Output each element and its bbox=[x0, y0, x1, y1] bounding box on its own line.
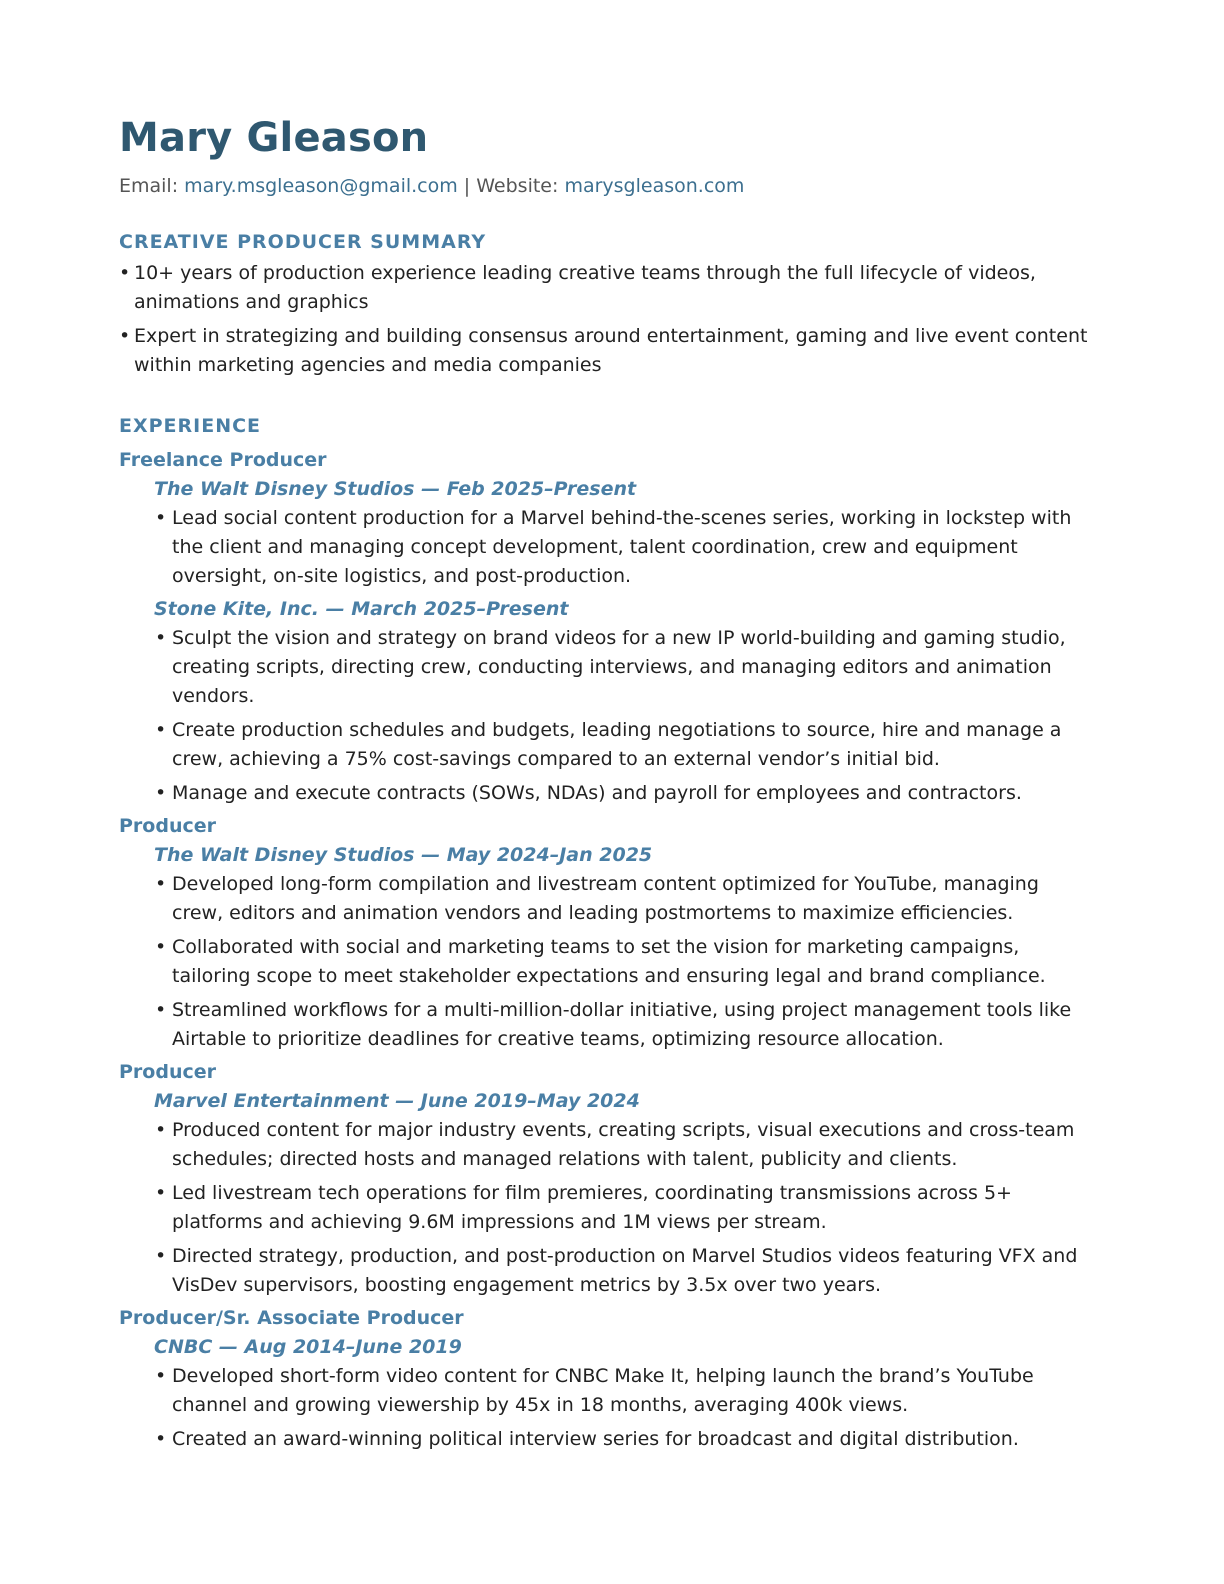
candidate-name: Mary Gleason bbox=[119, 115, 429, 161]
position-bullets bbox=[119, 504, 1094, 591]
summary-item: • 10+ years of production experience leading creative teams through the full lifecycle of videos, animations and graphics bbox=[119, 259, 1094, 317]
role-title: Producer bbox=[119, 815, 216, 837]
company-dates: The Walt Disney Studios — May 2024–Jan 2025 bbox=[154, 844, 653, 866]
bullet-item: • Create production schedules and budgets, leading negotiations to source, hire and manage a crew, achieving a 75% cost-savings compared to an external vendor’s initial bid. bbox=[172, 716, 1094, 774]
bullet-item: • Led livestream tech operations for film premieres, coordinating transmissions across 5+ platforms and achieving 9.6M impressions and 1M views per stream. bbox=[172, 1179, 1094, 1237]
summary-heading: CREATIVE PRODUCER SUMMARY bbox=[119, 231, 487, 253]
company-dates: Stone Kite, Inc. — March 2025–Present bbox=[154, 598, 569, 620]
bullet-item: • Directed strategy, production, and post-production on Marvel Studios videos featuring VFX and VisDev supervisors, boosting engagement metrics by 3.5x over two years. bbox=[172, 1242, 1094, 1300]
position-bullets bbox=[119, 1116, 1094, 1300]
bullet-item: • Collaborated with social and marketing teams to set the vision for marketing campaigns, tailoring scope to meet stakeholder expectations and ensuring legal and brand compliance. bbox=[172, 933, 1094, 991]
contact-separator: | bbox=[463, 175, 471, 197]
experience-heading: EXPERIENCE bbox=[119, 415, 262, 437]
position-bullets bbox=[119, 624, 1094, 808]
role-title: Freelance Producer bbox=[119, 449, 327, 471]
resume-page bbox=[119, 108, 1094, 1454]
position-bullets bbox=[119, 870, 1094, 1054]
website-link[interactable]: marysgleason.com bbox=[564, 175, 745, 197]
company-dates: CNBC — Aug 2014–June 2019 bbox=[154, 1336, 462, 1358]
role-title: Producer/Sr. Associate Producer bbox=[119, 1307, 464, 1329]
role-title: Producer bbox=[119, 1061, 216, 1083]
bullet-item: • Streamlined workflows for a multi-million-dollar initiative, using project management tools like Airtable to prioritize deadlines for creative teams, optimizing resource allocation. bbox=[172, 996, 1094, 1054]
contact-line bbox=[119, 172, 1094, 200]
bullet-item: • Manage and execute contracts (SOWs, NDAs) and payroll for employees and contractors. bbox=[172, 779, 1094, 808]
summary-list bbox=[119, 259, 1094, 380]
bullet-item: • Developed short-form video content for CNBC Make It, helping launch the brand’s YouTube channel and growing viewership by 45x in 18 months, averaging 400k views. bbox=[172, 1362, 1094, 1420]
company-dates: The Walt Disney Studios — Feb 2025–Present bbox=[154, 478, 637, 500]
company-dates: Marvel Entertainment — June 2019–May 2024 bbox=[154, 1090, 640, 1112]
summary-item: • Expert in strategizing and building consensus around entertainment, gaming and live event content within marketing agencies and media companies bbox=[119, 322, 1094, 380]
position-bullets bbox=[119, 1362, 1094, 1454]
email-label: Email: bbox=[119, 175, 179, 197]
bullet-item: • Developed long-form compilation and livestream content optimized for YouTube, managing crew, editors and animation vendors and leading postmortems to maximize efficiencies. bbox=[172, 870, 1094, 928]
bullet-item: • Lead social content production for a Marvel behind-the-scenes series, working in lockstep with the client and managing concept development, talent coordination, crew and equipment oversight, on-site logistics, and post-production. bbox=[172, 504, 1094, 591]
bullet-item: • Created an award-winning political interview series for broadcast and digital distribution. bbox=[172, 1425, 1094, 1454]
bullet-item: • Sculpt the vision and strategy on brand videos for a new IP world-building and gaming studio, creating scripts, directing crew, conducting interviews, and managing editors and animation vendors. bbox=[172, 624, 1094, 711]
bullet-item: • Produced content for major industry events, creating scripts, visual executions and cross-team schedules; directed hosts and managed relations with talent, publicity and clients. bbox=[172, 1116, 1094, 1174]
email-link[interactable]: mary.msgleason@gmail.com bbox=[184, 175, 458, 197]
website-label: Website: bbox=[476, 175, 559, 197]
